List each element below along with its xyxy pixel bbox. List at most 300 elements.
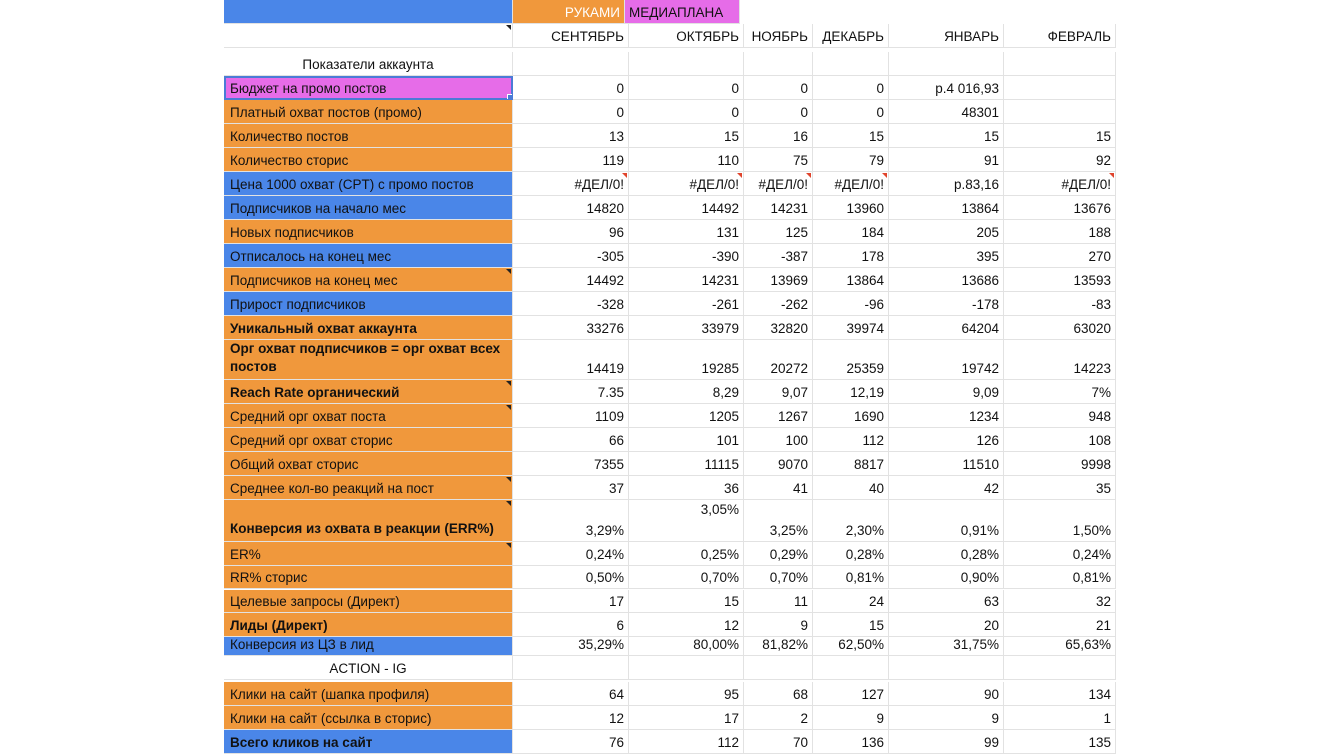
metric-label-cell[interactable] [224, 244, 513, 268]
value-cell[interactable] [744, 452, 813, 476]
cell-value: 32820 [770, 321, 808, 336]
value-cell[interactable] [813, 220, 889, 244]
empty-cell[interactable] [813, 656, 889, 680]
cell-value: -328 [596, 297, 624, 312]
value-cell[interactable] [513, 637, 629, 656]
value-cell[interactable] [744, 196, 813, 220]
cell-value: 131 [716, 225, 739, 240]
metric-label-cell[interactable] [224, 500, 513, 542]
value-cell[interactable] [1004, 100, 1116, 124]
cell-value: 80,00% [693, 637, 739, 652]
value-cell[interactable] [629, 452, 744, 476]
cell-value: 64 [608, 687, 624, 702]
value-cell[interactable] [1004, 428, 1116, 452]
table-row [224, 500, 1116, 542]
value-cell[interactable] [1004, 340, 1116, 380]
value-cell[interactable] [1004, 196, 1116, 220]
comment-marker-icon [506, 405, 511, 410]
value-cell[interactable] [513, 244, 629, 268]
value-cell[interactable] [629, 566, 744, 589]
cell-value: 0,50% [585, 570, 624, 585]
value-cell[interactable] [744, 730, 813, 754]
metric-label-cell[interactable] [224, 76, 513, 100]
value-cell[interactable] [744, 340, 813, 380]
cell-value: 17 [723, 711, 739, 726]
value-cell[interactable] [629, 637, 744, 656]
cell-value: 20272 [770, 361, 808, 376]
value-cell[interactable] [513, 100, 629, 124]
value-cell[interactable] [813, 316, 889, 340]
metric-label-cell[interactable] [224, 172, 513, 196]
value-cell[interactable] [629, 476, 744, 500]
empty-cell[interactable] [744, 52, 813, 76]
value-cell[interactable] [744, 404, 813, 428]
value-cell[interactable] [513, 292, 629, 316]
value-cell[interactable] [1004, 124, 1116, 148]
cell-value: 134 [1088, 687, 1111, 702]
value-cell[interactable] [813, 404, 889, 428]
month-header-3[interactable] [744, 24, 813, 48]
cell-value: 1267 [777, 409, 808, 424]
value-cell[interactable] [889, 566, 1004, 589]
cell-value: 15 [723, 594, 739, 609]
value-cell[interactable] [813, 76, 889, 100]
month-label: ДЕКАБРЬ [822, 29, 884, 44]
value-cell[interactable] [813, 542, 889, 566]
value-cell[interactable] [1004, 730, 1116, 754]
cell-value: 63 [983, 594, 999, 609]
value-cell[interactable] [744, 500, 813, 542]
value-cell[interactable] [744, 637, 813, 656]
value-cell[interactable] [1004, 566, 1116, 589]
cell-value: 13686 [961, 273, 999, 288]
value-cell[interactable] [744, 244, 813, 268]
value-cell[interactable] [1004, 452, 1116, 476]
value-cell[interactable] [744, 706, 813, 730]
value-cell[interactable] [629, 500, 744, 542]
cell-value: 65,63% [1065, 637, 1111, 652]
metric-label: Reach Rate органический [230, 385, 400, 400]
value-cell[interactable] [513, 196, 629, 220]
cell-value: -262 [780, 297, 808, 312]
cell-value: 14223 [1073, 361, 1111, 376]
value-cell[interactable] [513, 380, 629, 404]
value-cell[interactable] [513, 404, 629, 428]
value-cell[interactable] [629, 100, 744, 124]
table-row [224, 76, 1116, 100]
cell-value: 11510 [962, 457, 999, 472]
metric-label: Подписчиков на начало мес [230, 201, 407, 216]
value-cell[interactable] [513, 452, 629, 476]
cell-value: #ДЕЛ/0! [758, 177, 808, 192]
value-cell[interactable] [889, 500, 1004, 542]
value-cell[interactable] [889, 542, 1004, 566]
header-corner-cell[interactable] [224, 24, 513, 48]
value-cell[interactable] [629, 613, 744, 637]
comment-marker-icon [506, 501, 511, 506]
cell-value: 395 [976, 249, 999, 264]
empty-cell[interactable] [744, 656, 813, 680]
table-row [224, 637, 1116, 656]
metric-label-cell[interactable] [224, 404, 513, 428]
value-cell[interactable] [629, 542, 744, 566]
empty-cell[interactable] [1004, 52, 1116, 76]
value-cell[interactable] [1004, 316, 1116, 340]
month-header-row [224, 24, 1116, 48]
cell-value: 2,30% [845, 523, 884, 538]
value-cell[interactable] [629, 292, 744, 316]
value-cell[interactable] [513, 148, 629, 172]
value-cell[interactable] [513, 542, 629, 566]
value-cell[interactable] [629, 380, 744, 404]
value-cell[interactable] [629, 268, 744, 292]
value-cell[interactable] [744, 100, 813, 124]
cell-value: 66 [608, 433, 624, 448]
cell-value: 35,29% [578, 637, 624, 652]
value-cell[interactable] [513, 428, 629, 452]
value-cell[interactable] [513, 566, 629, 589]
value-cell[interactable] [629, 706, 744, 730]
empty-cell[interactable] [513, 656, 629, 680]
cell-value: 0,28% [845, 547, 884, 562]
value-cell[interactable] [629, 124, 744, 148]
value-cell[interactable] [813, 500, 889, 542]
cell-value: 63020 [1073, 321, 1111, 336]
value-cell[interactable] [1004, 172, 1116, 196]
value-cell[interactable] [889, 196, 1004, 220]
value-cell[interactable] [744, 380, 813, 404]
value-cell[interactable] [813, 292, 889, 316]
cell-value: 15 [1095, 129, 1111, 144]
value-cell[interactable] [744, 682, 813, 706]
value-cell[interactable] [889, 220, 1004, 244]
metric-label: Бюджет на промо постов [230, 81, 387, 96]
value-cell[interactable] [513, 706, 629, 730]
value-cell[interactable] [1004, 244, 1116, 268]
metric-label: Средний орг охват сторис [230, 433, 393, 448]
value-cell[interactable] [744, 542, 813, 566]
value-cell[interactable] [889, 706, 1004, 730]
cell-value: 0,29% [769, 547, 808, 562]
value-cell[interactable] [889, 590, 1004, 613]
empty-cell[interactable] [629, 656, 744, 680]
value-cell[interactable] [513, 682, 629, 706]
value-cell[interactable] [1004, 637, 1116, 656]
value-cell[interactable] [513, 124, 629, 148]
value-cell[interactable] [813, 730, 889, 754]
cell-value: 48301 [961, 105, 999, 120]
metric-label: Общий охват сторис [230, 457, 359, 472]
value-cell[interactable] [889, 682, 1004, 706]
value-cell[interactable] [1004, 380, 1116, 404]
metric-label-cell[interactable] [224, 706, 513, 730]
value-cell[interactable] [744, 590, 813, 613]
value-cell[interactable] [889, 637, 1004, 656]
cell-value: 41 [792, 481, 808, 496]
value-cell[interactable] [513, 500, 629, 542]
cell-value: 16 [792, 129, 808, 144]
table-row [224, 542, 1116, 566]
value-cell[interactable] [1004, 404, 1116, 428]
value-cell[interactable] [813, 380, 889, 404]
value-cell[interactable] [889, 452, 1004, 476]
empty-cell[interactable] [513, 52, 629, 76]
metric-label: Прирост подписчиков [230, 297, 366, 312]
value-cell[interactable] [813, 590, 889, 613]
value-cell[interactable] [513, 316, 629, 340]
value-cell[interactable] [1004, 542, 1116, 566]
value-cell[interactable] [889, 476, 1004, 500]
metric-label-cell[interactable] [224, 148, 513, 172]
value-cell[interactable] [1004, 292, 1116, 316]
value-cell[interactable] [813, 100, 889, 124]
value-cell[interactable] [889, 172, 1004, 196]
month-header-1[interactable] [513, 24, 629, 48]
metric-label-cell[interactable] [224, 637, 513, 656]
metric-label-cell[interactable] [224, 476, 513, 500]
metric-label-cell[interactable] [224, 682, 513, 706]
value-cell[interactable] [1004, 706, 1116, 730]
value-cell[interactable] [1004, 148, 1116, 172]
table-row [224, 428, 1116, 452]
cell-value: 0,81% [1072, 570, 1111, 585]
cell-value: 0,25% [700, 547, 739, 562]
cell-value: 112 [862, 433, 884, 448]
value-cell[interactable] [889, 244, 1004, 268]
cell-value: -261 [711, 297, 739, 312]
cell-value: 8,29 [712, 385, 739, 400]
value-cell[interactable] [513, 340, 629, 380]
value-cell[interactable] [813, 340, 889, 380]
value-cell[interactable] [1004, 590, 1116, 613]
value-cell[interactable] [813, 196, 889, 220]
value-cell[interactable] [629, 316, 744, 340]
metric-label-cell[interactable] [224, 292, 513, 316]
value-cell[interactable] [813, 244, 889, 268]
error-marker-icon [1109, 173, 1114, 178]
cell-value: 17 [608, 594, 624, 609]
value-cell[interactable] [744, 268, 813, 292]
cell-value: 100 [785, 433, 808, 448]
metric-label-cell[interactable] [224, 452, 513, 476]
cell-value: 948 [1088, 409, 1111, 424]
section-action-cell[interactable] [224, 656, 513, 680]
metric-label-cell[interactable] [224, 613, 513, 637]
cell-value: 0,81% [845, 570, 884, 585]
value-cell[interactable] [513, 476, 629, 500]
value-cell[interactable] [513, 268, 629, 292]
value-cell[interactable] [629, 148, 744, 172]
value-cell[interactable] [744, 292, 813, 316]
value-cell[interactable] [629, 404, 744, 428]
value-cell[interactable] [1004, 476, 1116, 500]
cell-value: 9 [800, 618, 808, 633]
cell-value: 79 [868, 153, 884, 168]
cell-value: 39974 [846, 321, 884, 336]
value-cell[interactable] [1004, 76, 1116, 100]
value-cell[interactable] [889, 730, 1004, 754]
table-row [224, 196, 1116, 220]
value-cell[interactable] [889, 380, 1004, 404]
metric-label: Всего кликов на сайт [230, 735, 373, 750]
error-marker-icon [806, 173, 811, 178]
value-cell[interactable] [629, 76, 744, 100]
empty-cell[interactable] [629, 52, 744, 76]
value-cell[interactable] [629, 428, 744, 452]
cell-value: 99 [983, 735, 999, 750]
value-cell[interactable] [813, 682, 889, 706]
cell-value: 11115 [704, 457, 739, 472]
cell-value: -178 [971, 297, 999, 312]
metric-label-cell[interactable] [224, 220, 513, 244]
cell-value: 11 [793, 594, 808, 609]
value-cell[interactable] [889, 268, 1004, 292]
value-cell[interactable] [889, 404, 1004, 428]
cell-value: 101 [716, 433, 739, 448]
cell-value: 92 [1095, 153, 1111, 168]
value-cell[interactable] [889, 428, 1004, 452]
value-cell[interactable] [629, 730, 744, 754]
value-cell[interactable] [813, 706, 889, 730]
banner-row [224, 0, 1116, 24]
metric-label-cell[interactable] [224, 428, 513, 452]
value-cell[interactable] [513, 76, 629, 100]
section-account-cell[interactable] [224, 52, 513, 76]
value-cell[interactable] [813, 148, 889, 172]
value-cell[interactable] [813, 172, 889, 196]
value-cell[interactable] [813, 566, 889, 589]
value-cell[interactable] [813, 268, 889, 292]
cell-value: 33979 [701, 321, 739, 336]
value-cell[interactable] [513, 730, 629, 754]
value-cell[interactable] [1004, 613, 1116, 637]
cell-value: 0,24% [585, 547, 624, 562]
value-cell[interactable] [629, 590, 744, 613]
value-cell[interactable] [889, 292, 1004, 316]
cell-value: 19285 [701, 361, 739, 376]
value-cell[interactable] [744, 428, 813, 452]
value-cell[interactable] [629, 682, 744, 706]
empty-cell[interactable] [1004, 656, 1116, 680]
value-cell[interactable] [513, 590, 629, 613]
value-cell[interactable] [744, 566, 813, 589]
banner-left-cell[interactable] [513, 0, 625, 24]
table-row [224, 244, 1116, 268]
value-cell[interactable] [744, 148, 813, 172]
value-cell[interactable] [889, 613, 1004, 637]
value-cell[interactable] [513, 220, 629, 244]
banner-blank-cell[interactable] [224, 0, 513, 24]
table-row [224, 148, 1116, 172]
value-cell[interactable] [1004, 500, 1116, 542]
banner-right-cell[interactable] [625, 0, 740, 24]
metric-label-cell[interactable] [224, 730, 513, 754]
cell-value: 13 [608, 129, 624, 144]
empty-cell[interactable] [813, 52, 889, 76]
value-cell[interactable] [813, 452, 889, 476]
value-cell[interactable] [744, 613, 813, 637]
metric-label-cell[interactable] [224, 196, 513, 220]
month-header-4[interactable] [813, 24, 889, 48]
value-cell[interactable] [629, 220, 744, 244]
metric-label-cell[interactable] [224, 100, 513, 124]
value-cell[interactable] [744, 220, 813, 244]
value-cell[interactable] [889, 124, 1004, 148]
cell-value: -387 [780, 249, 808, 264]
metric-label-cell[interactable] [224, 124, 513, 148]
empty-cell[interactable] [889, 52, 1004, 76]
value-cell[interactable] [513, 613, 629, 637]
cell-value: 0,28% [960, 547, 999, 562]
table-row [224, 590, 1116, 613]
cell-value: 35 [1095, 481, 1111, 496]
metric-label-cell[interactable] [224, 340, 513, 380]
metric-label-cell[interactable] [224, 590, 513, 613]
cell-value: 127 [861, 687, 884, 702]
value-cell[interactable] [889, 148, 1004, 172]
value-cell[interactable] [744, 172, 813, 196]
cell-value: 13676 [1073, 201, 1111, 216]
value-cell[interactable] [629, 244, 744, 268]
banner-right-text: МЕДИАПЛАНА [629, 5, 724, 20]
value-cell[interactable] [744, 476, 813, 500]
value-cell[interactable] [813, 476, 889, 500]
metric-label-cell[interactable] [224, 566, 513, 589]
metric-label-cell[interactable] [224, 542, 513, 566]
value-cell[interactable] [813, 124, 889, 148]
empty-cell[interactable] [889, 656, 1004, 680]
value-cell[interactable] [513, 172, 629, 196]
metric-label: Клики на сайт (шапка профиля) [230, 687, 430, 702]
value-cell[interactable] [813, 428, 889, 452]
month-header-5[interactable] [889, 24, 1004, 48]
value-cell[interactable] [629, 172, 744, 196]
month-header-6[interactable] [1004, 24, 1116, 48]
section-action-row [224, 656, 1116, 680]
metric-label: Конверсия из охвата в реакции (ERR%) [230, 521, 494, 536]
cell-value: 0 [800, 81, 808, 96]
value-cell[interactable] [813, 613, 889, 637]
error-marker-icon [737, 173, 742, 178]
value-cell[interactable] [744, 316, 813, 340]
metric-label-cell[interactable] [224, 380, 513, 404]
cell-value: 0 [876, 105, 884, 120]
metric-label-cell[interactable] [224, 316, 513, 340]
cell-value: 12,19 [850, 385, 884, 400]
value-cell[interactable] [629, 340, 744, 380]
value-cell[interactable] [889, 316, 1004, 340]
cell-value: 91 [983, 153, 999, 168]
value-cell[interactable] [629, 196, 744, 220]
month-header-2[interactable] [629, 24, 744, 48]
cell-value: 0 [876, 81, 884, 96]
value-cell[interactable] [744, 76, 813, 100]
value-cell[interactable] [889, 100, 1004, 124]
cell-value: 14231 [770, 201, 808, 216]
cell-value: 19742 [961, 361, 999, 376]
value-cell[interactable] [889, 76, 1004, 100]
value-cell[interactable] [889, 340, 1004, 380]
value-cell[interactable] [1004, 220, 1116, 244]
value-cell[interactable] [813, 637, 889, 656]
cell-value: 24 [868, 594, 884, 609]
metric-label-cell[interactable] [224, 268, 513, 292]
table-row [224, 566, 1116, 589]
value-cell[interactable] [744, 124, 813, 148]
cell-value: 12 [608, 711, 624, 726]
value-cell[interactable] [1004, 268, 1116, 292]
value-cell[interactable] [1004, 682, 1116, 706]
